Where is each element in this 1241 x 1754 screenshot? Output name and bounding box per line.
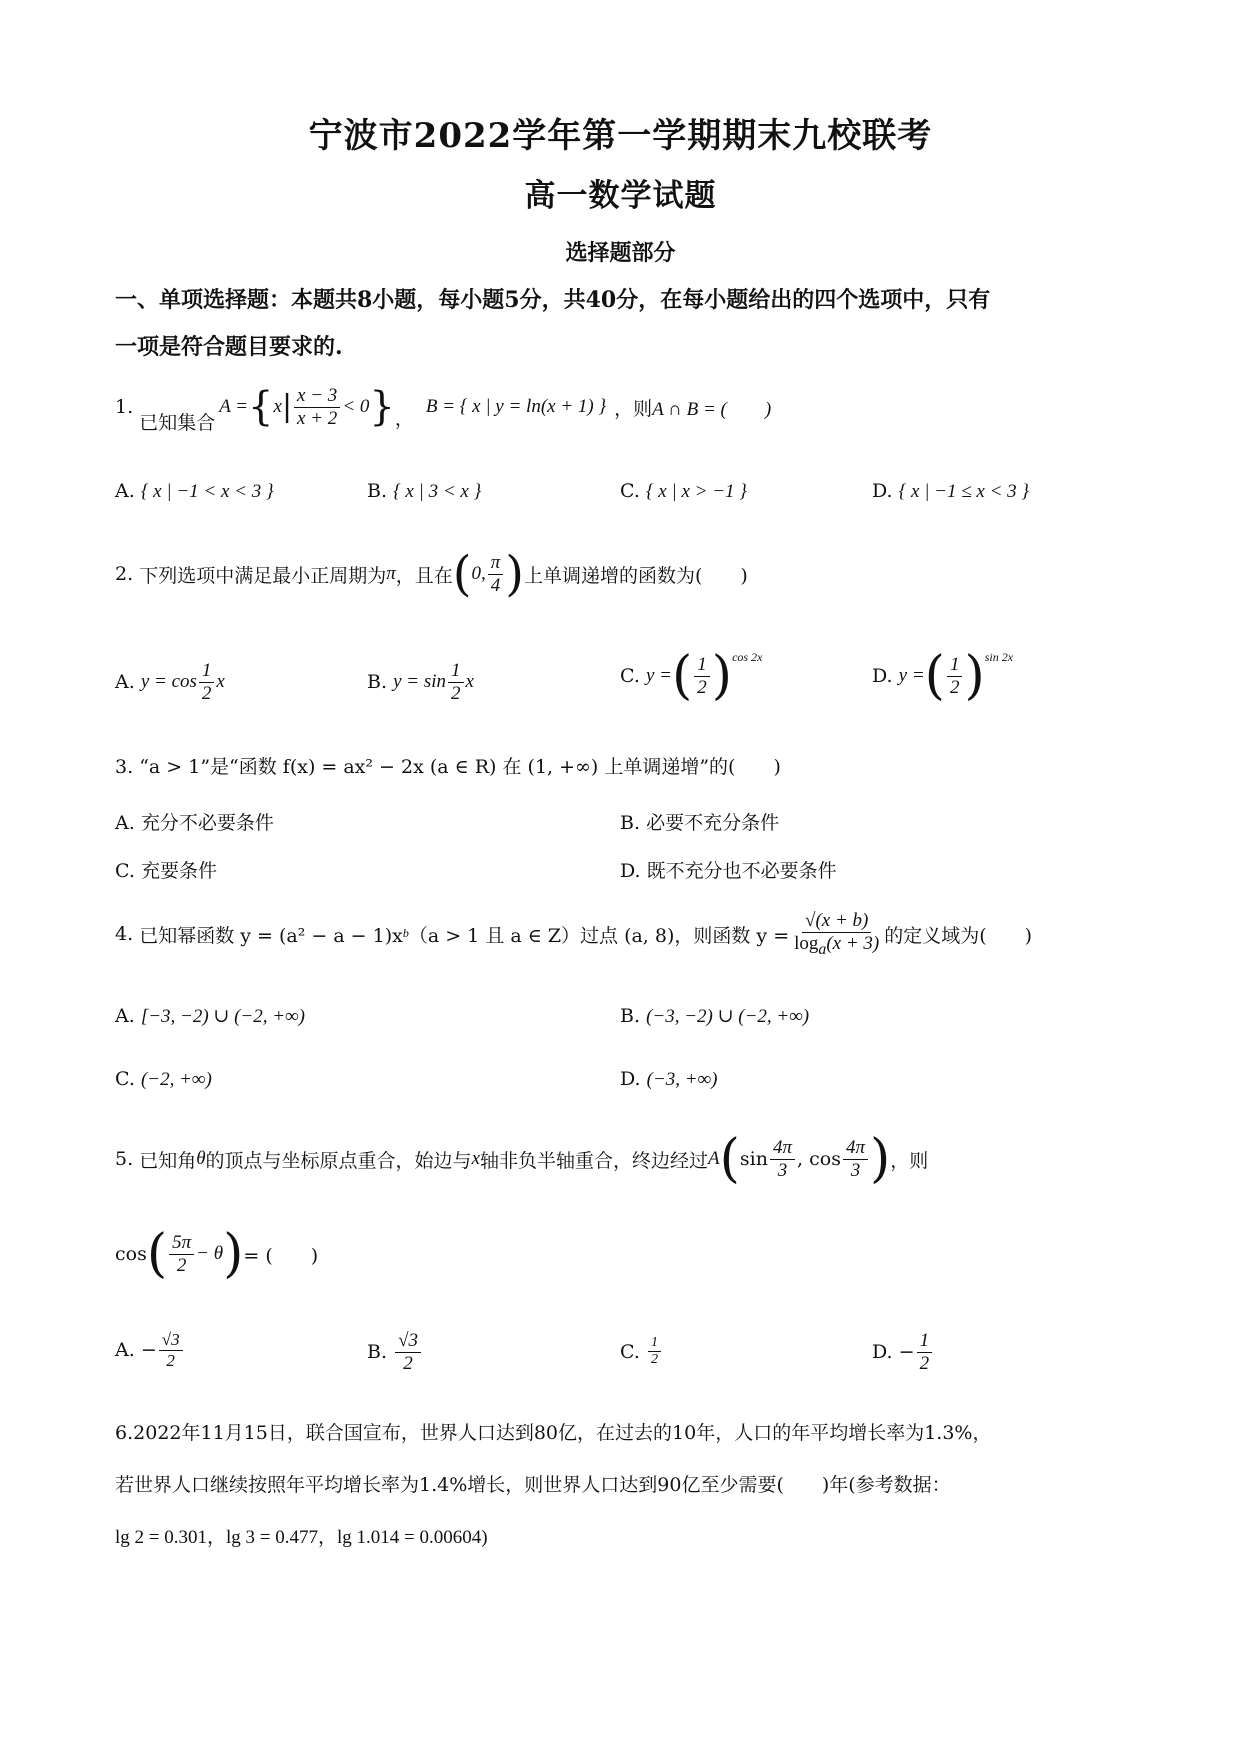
option-label: D.: [620, 1068, 641, 1090]
option-label: B.: [367, 480, 388, 502]
question-3-stem: [115, 752, 781, 779]
question-6-line3: lg 2 = 0.301，lg 3 = 0.477，lg 1.014 = 0.00604): [115, 1527, 488, 1548]
question-6-line2: 若世界人口继续按照年平均增长率为1.4%增长，则世界人口达到90亿至少需要( )年(参考数据：: [115, 1474, 951, 1496]
question-text: 的顶点与坐标原点重合，始边与: [205, 1149, 472, 1172]
question-text: ，则: [890, 1149, 929, 1172]
log-label: log: [794, 932, 819, 954]
option-sign: −: [140, 1339, 157, 1362]
q1-option-c[interactable]: [620, 480, 747, 503]
option-label: A.: [115, 1339, 135, 1362]
question-text: （a > 1 且 a ∈ Z）过点 (a, 8)，则函数 y =: [408, 924, 790, 947]
q4-option-b[interactable]: [620, 1005, 809, 1028]
option-label: D.: [620, 860, 641, 882]
option-exponent: sin 2x: [984, 650, 1014, 664]
log-base: a: [818, 940, 827, 958]
option-fraction: 1 2: [947, 654, 963, 699]
question-number: 4.: [115, 923, 134, 946]
exam-title: 宁波市2022学年第一学期期末九校联考: [308, 116, 933, 156]
question-text: 上单调递增的函数为( ): [524, 564, 748, 587]
option-label: B.: [367, 1341, 388, 1364]
option-text: { x | x > −1 }: [645, 481, 747, 502]
cos-label: , cos: [797, 1148, 841, 1170]
option-lhs: y = sin: [393, 671, 446, 693]
set-a-rhs: < 0: [342, 396, 370, 418]
q4-option-d[interactable]: [620, 1068, 718, 1091]
section-heading-line2: 一项是符合题目要求的.: [115, 334, 343, 360]
option-label: B.: [620, 812, 641, 834]
option-text: { x | −1 < x < 3 }: [140, 481, 274, 502]
cos-label: cos: [115, 1243, 147, 1265]
question-ask: = ( ): [243, 1244, 319, 1267]
separator: ，: [394, 407, 414, 430]
option-label: D.: [872, 1341, 893, 1364]
section-heading-line1: 一、单项选择题：本题共8小题，每小题5分，共40分，在每小题给出的四个选项中，只有: [115, 287, 991, 313]
option-text: { x | 3 < x }: [393, 481, 482, 502]
option-label: C.: [620, 480, 640, 502]
question-text: ，且在: [395, 564, 453, 587]
option-var: x: [465, 671, 474, 693]
question-text: 已知集合: [139, 411, 216, 434]
option-text: 必要不充分条件: [646, 812, 780, 834]
option-label: C.: [620, 1340, 640, 1363]
option-lhs: y =: [898, 665, 925, 686]
option-var: x: [216, 671, 225, 693]
option-sign: −: [898, 1341, 915, 1364]
q2-option-b[interactable]: [367, 660, 474, 705]
option-fraction: 1 2: [648, 1335, 661, 1368]
cos-fraction: 4π 3: [843, 1137, 868, 1182]
option-fraction: 1 2: [694, 654, 710, 699]
option-fraction: 1 2: [199, 660, 215, 705]
option-label: C.: [115, 860, 135, 882]
option-label: D.: [872, 480, 893, 502]
q4-option-c[interactable]: [115, 1068, 212, 1091]
q1-option-b[interactable]: [367, 480, 481, 503]
q3-option-d[interactable]: [620, 856, 837, 883]
question-5-stem: 5. 已知角 θ 的顶点与坐标原点重合，始边与 x 轴非负半轴重合，终边经过 A ( sin 4π 3 , cos 4π 3 ) ，则: [115, 1129, 929, 1189]
question-number: 6.: [115, 1422, 134, 1444]
option-label: C.: [115, 1068, 135, 1090]
option-exponent: cos 2x: [732, 650, 763, 664]
option-text: (−3, +∞): [646, 1069, 718, 1090]
theta-term: − θ: [196, 1243, 224, 1264]
question-number: 5.: [115, 1148, 134, 1170]
question-6-line1: [115, 1418, 991, 1445]
question-text: 已知角: [139, 1149, 197, 1172]
question-text: 轴非负半轴重合，终边经过: [480, 1149, 709, 1172]
option-text: 充要条件: [140, 860, 217, 882]
question-number: 3.: [115, 756, 134, 778]
option-fraction: $\frac{√3}{2}$: [159, 1330, 183, 1370]
cos-fraction: 5π 2: [169, 1232, 194, 1277]
log-arg: (x + 3): [826, 932, 880, 954]
q2-option-d[interactable]: D. y = ( 1 2 ) sin 2x: [872, 646, 1014, 706]
option-text: [−3, −2) ∪ (−2, +∞): [140, 1006, 305, 1027]
question-5-line2: cos ( 5π 2 − θ ) = ( ): [115, 1224, 319, 1284]
set-a-lhs: A =: [219, 396, 249, 418]
q1-option-a[interactable]: [115, 480, 274, 503]
q4-option-a[interactable]: [115, 1005, 305, 1028]
question-text: 已知幂函数 y = (a² − a − 1)x: [139, 924, 403, 947]
option-fraction: $\frac{1}{2}$: [917, 1330, 933, 1375]
question-text: 的定义域为( ): [884, 924, 1033, 947]
option-text: 充分不必要条件: [140, 812, 274, 834]
option-label: A.: [115, 812, 135, 834]
q1-option-d[interactable]: [872, 480, 1029, 503]
q2-option-a[interactable]: [115, 660, 225, 705]
option-lhs: y = cos: [140, 671, 197, 693]
sin-fraction: 4π 3: [770, 1137, 795, 1182]
part-heading: 选择题部分: [565, 240, 676, 266]
option-label: B.: [620, 1005, 641, 1027]
theta-symbol: θ: [196, 1148, 206, 1169]
x-variable: x: [471, 1148, 480, 1169]
question-text: 2022年11月15日，联合国宣布，世界人口达到80亿，在过去的10年，人口的年平均增长率为1.3%，: [133, 1422, 992, 1444]
option-fraction: √3 2: [395, 1330, 421, 1375]
option-fraction: 1 2: [448, 660, 464, 705]
sin-label: sin: [739, 1148, 768, 1170]
option-text: (−2, +∞): [140, 1069, 212, 1090]
set-b: B = { x | y = ln(x + 1) }: [425, 396, 607, 418]
question-4-stem: [115, 910, 1032, 959]
q3-option-c[interactable]: [115, 856, 217, 883]
option-lhs: y =: [645, 665, 672, 686]
set-a-fraction: x − 3 x + 2: [294, 385, 340, 430]
question-text: 下列选项中满足最小正周期为: [139, 564, 387, 587]
option-label: A.: [115, 1005, 135, 1027]
q2-option-c[interactable]: C. y = ( 1 2 ) cos 2x: [620, 646, 763, 706]
option-label: B.: [367, 671, 388, 694]
option-label: A.: [115, 671, 135, 694]
option-label: A.: [115, 480, 135, 502]
q3-option-b[interactable]: [620, 808, 779, 835]
question-1-stem: 1. 已知集合 A = { x | x − 3 x + 2 < 0 } ， B = { x | y = ln(x + 1) } ，则 A ∩ B = ( ): [115, 384, 772, 434]
interval-fraction: π 4: [488, 552, 504, 597]
question-number: 2.: [115, 563, 134, 585]
option-text: 既不充分也不必要条件: [646, 860, 837, 882]
question-text: “a > 1”是“函数 f(x) = ax² − 2x (a ∈ R) 在 (1, +∞) 上单调递增”的( ): [139, 756, 781, 778]
then-text: ，则: [614, 397, 653, 420]
q3-option-a[interactable]: [115, 808, 274, 835]
option-label: D.: [872, 665, 893, 687]
q5-option-d[interactable]: [872, 1330, 934, 1375]
pi-symbol: π: [386, 563, 396, 584]
option-text: { x | −1 ≤ x < 3 }: [898, 481, 1030, 502]
option-label: C.: [620, 665, 640, 687]
question-number: 1.: [115, 396, 134, 419]
question-2-stem: 2. 下列选项中满足最小正周期为 π ，且在 ( 0, π 4 ) 上单调递增的函数为( ): [115, 546, 748, 602]
q5-option-b[interactable]: [367, 1330, 423, 1375]
exam-subtitle: 高一数学试题: [524, 178, 717, 214]
q5-option-c[interactable]: [620, 1335, 663, 1368]
exponent: b: [402, 926, 409, 940]
option-text: (−3, −2) ∪ (−2, +∞): [646, 1006, 810, 1027]
point-a: A: [708, 1148, 720, 1169]
domain-fraction: $\frac{√(x + b)}{\log_a(x + 3)}$: [794, 910, 880, 958]
question-ask: A ∩ B = ( ): [652, 398, 772, 420]
q5-option-a[interactable]: [115, 1330, 185, 1370]
